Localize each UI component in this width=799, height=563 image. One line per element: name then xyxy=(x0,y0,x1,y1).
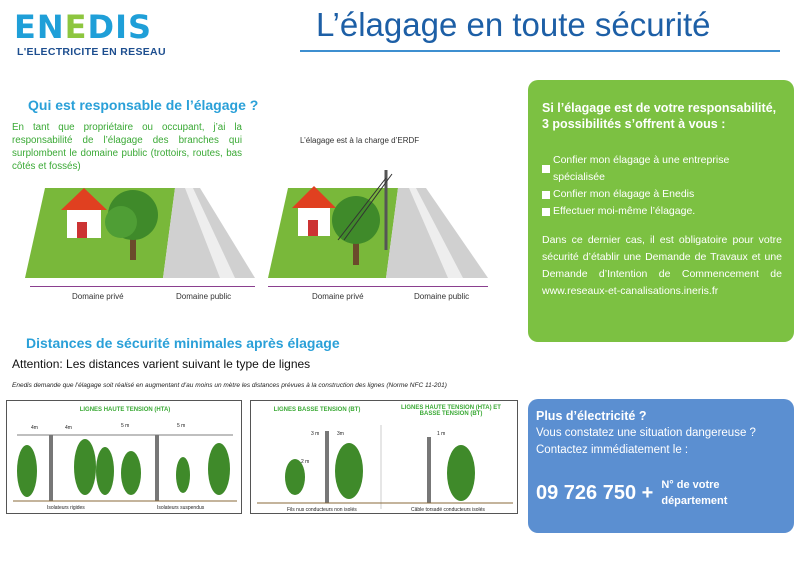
mixed-caption: Câble torsadé conducteurs isolés xyxy=(411,507,485,513)
responsibility-heading: Qui est responsable de l’élagage ? xyxy=(28,97,259,113)
distances-heading: Distances de sécurité minimales après élagage xyxy=(26,335,340,351)
hta-title: LIGNES HAUTE TENSION (HTA) xyxy=(79,407,171,413)
hta-distance: 4m xyxy=(65,425,72,431)
right-public-label: Domaine public xyxy=(414,292,470,301)
checkbox-icon xyxy=(542,165,550,173)
bt-diagram xyxy=(250,400,518,514)
options-heading: Si l’élagage est de votre responsabilité, 3 possibilités s’offrent à vous : xyxy=(542,101,777,131)
responsibility-text: En tant que propriétaire ou occupant, j’ai la responsabilité de l’élagage des branches qui surplombent le domaine public (trottoirs, routes, bas côtés et fossés) xyxy=(12,122,242,172)
options-panel xyxy=(528,80,794,342)
hta-distance: 5 m xyxy=(121,423,130,429)
checkbox-icon xyxy=(542,208,550,216)
options-list xyxy=(542,152,782,220)
contact-line1: Vous constatez une situation dangereuse ? xyxy=(536,427,756,439)
contact-panel xyxy=(528,399,794,533)
checkbox-icon xyxy=(542,191,550,199)
title-underline xyxy=(300,50,780,52)
erdf-caption: L’élagage est à la charge d’ERDF xyxy=(300,136,420,145)
bt-distance: 3 m xyxy=(311,431,320,437)
right-private-label: Domaine privé xyxy=(312,292,364,301)
bt-title: LIGNES BASSE TENSION (BT) xyxy=(273,407,361,413)
logo-tagline: L'ELECTRICITE EN RESEAU xyxy=(17,46,166,58)
hta-suspended-label: Isolateurs suspendus xyxy=(157,505,205,511)
hta-diagram xyxy=(6,400,242,514)
hta-illustration xyxy=(7,401,243,515)
bt-distance: 3m xyxy=(337,431,344,437)
domain-line xyxy=(268,286,488,287)
page-title: L’élagage en toute sécurité xyxy=(316,6,711,43)
erdf-illustration xyxy=(268,170,498,280)
mixed-distance: 1 m xyxy=(437,431,446,437)
bt-distance: 2 m xyxy=(301,459,310,465)
option-item: Confier mon élagage à Enedis xyxy=(542,186,782,203)
hta-rigid-label: Isolateurs rigides xyxy=(47,505,85,511)
dept-label: N° de votre département xyxy=(661,479,728,507)
mixed-title: LIGNES HAUTE TENSION (HTA) ET BASSE TENSION (BT) xyxy=(401,405,501,417)
norm-note: Enedis demande que l’élagage soit réalisé en augmentant d’au moins un mètre les distances prévues à la construction des lignes (Norme NFC 11-201) xyxy=(12,382,447,389)
bt-caption: Fils nus conducteurs non isolés xyxy=(287,507,357,513)
left-public-label: Domaine public xyxy=(176,292,232,301)
bt-illustration xyxy=(251,401,519,515)
left-private-label: Domaine privé xyxy=(72,292,124,301)
contact-line2: Contactez immédiatement le : xyxy=(536,444,689,456)
phone-number[interactable]: 09 726 750 + xyxy=(536,481,654,504)
option-item: Effectuer moi-même l’élagage. xyxy=(542,203,782,220)
hta-distance: 4m xyxy=(31,425,38,431)
hta-distance: 5 m xyxy=(177,423,186,429)
options-paragraph: Dans ce dernier cas, il est obligatoire pour votre sécurité d’établir une Demande de Travaux et une Demande d’Intention de Commencement de www.reseaux-et-canalisations.ineris.fr xyxy=(542,234,782,297)
option-item: Confier mon élagage à une entreprise spécialisée xyxy=(542,152,782,186)
attention-text: Attention: Les distances varient suivant le type de lignes xyxy=(12,357,311,371)
contact-heading: Plus d’électricité ? xyxy=(536,409,647,423)
enedis-logo: ENEDIS xyxy=(14,8,153,46)
domain-line xyxy=(30,286,255,287)
private-property-illustration xyxy=(25,180,255,280)
